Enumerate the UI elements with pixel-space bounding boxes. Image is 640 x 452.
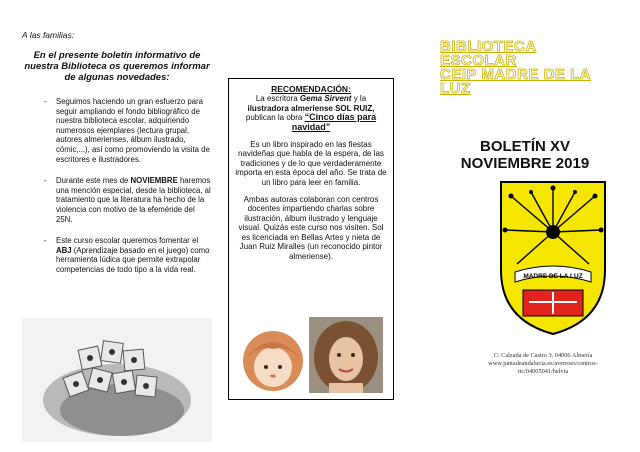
news-item: - Seguimos haciendo un gran esfuerzo para seguir ampliando el fondo bibliográfico de nuestra biblioteca escolar, adquiriendo numerosos ejemplares (lectura grupal, autores almerienses, álbum ilustrado, cómic,...), así como promoviendo la visita de escritores e ilustradores. xyxy=(22,97,212,164)
author-photo xyxy=(309,317,383,393)
story-dice-photo xyxy=(22,318,212,442)
recommendation-intro: La escritora Gema Sirvent y la ilustradora almeriense SOL RUIZ, publican la obra “Cinco días para navidad” xyxy=(245,94,377,132)
emblem-text: MADRE DE LA LUZ xyxy=(523,273,583,280)
recommendation-box xyxy=(228,78,394,400)
authors-note: Ambas autoras colaboran con centros docentes impartiendo charlas sobre ilustración, álbum ilustrado y lenguaje visual. Quizás este curso nos visiten. Sol es licenciada en Bellas Artes y nieta de Juan Ruiz Miralles (un reconocido pintor almeriense). xyxy=(238,195,384,261)
bulletin-date: NOVIEMBRE 2019 xyxy=(460,155,590,172)
left-column xyxy=(22,30,212,287)
recommendation-heading: RECOMENDACIÓN: xyxy=(271,84,351,94)
book-description: Es un libro inspirado en las fiestas navideñas que habla de la espera, de las tradiciones y de lo que verdaderamente importa en esta época del año. Se trata de un libro para leer en familia. xyxy=(235,140,387,187)
bulletin-number: BOLETÍN XV xyxy=(479,138,570,155)
library-title: BIBLIOTECA ESCOLAR CEIP MADRE DE LA LUZ xyxy=(440,38,592,97)
school-emblem xyxy=(497,178,609,338)
book-title: “Cinco días para navidad” xyxy=(291,112,377,132)
school-address: C/ Calzada de Castro 3. 04006 Almería www.juntadeandalucia.es/averroes/centros- tic/04005041/helvia xyxy=(488,352,598,375)
bulletin-title xyxy=(445,138,605,172)
intro-text: En el presente boletín informativo de nuestra Biblioteca os queremos informar de algunas novedades: xyxy=(24,50,210,83)
news-item: - Durante este mes de NOVIEMBRE haremos una mención especial, desde la biblioteca, al tratamiento que la literatura ha hecho de la violencia con motivo de la efeméride del 25N. xyxy=(22,176,212,224)
greeting: A las familias: xyxy=(22,30,75,40)
news-list xyxy=(22,97,212,275)
news-item: - Este curso escolar queremos fomentar el ABJ (Aprendizaje basado en el juego) como herramienta lúdica que permite extrapolar competencias de todo tipo a la vida real. xyxy=(22,236,212,274)
